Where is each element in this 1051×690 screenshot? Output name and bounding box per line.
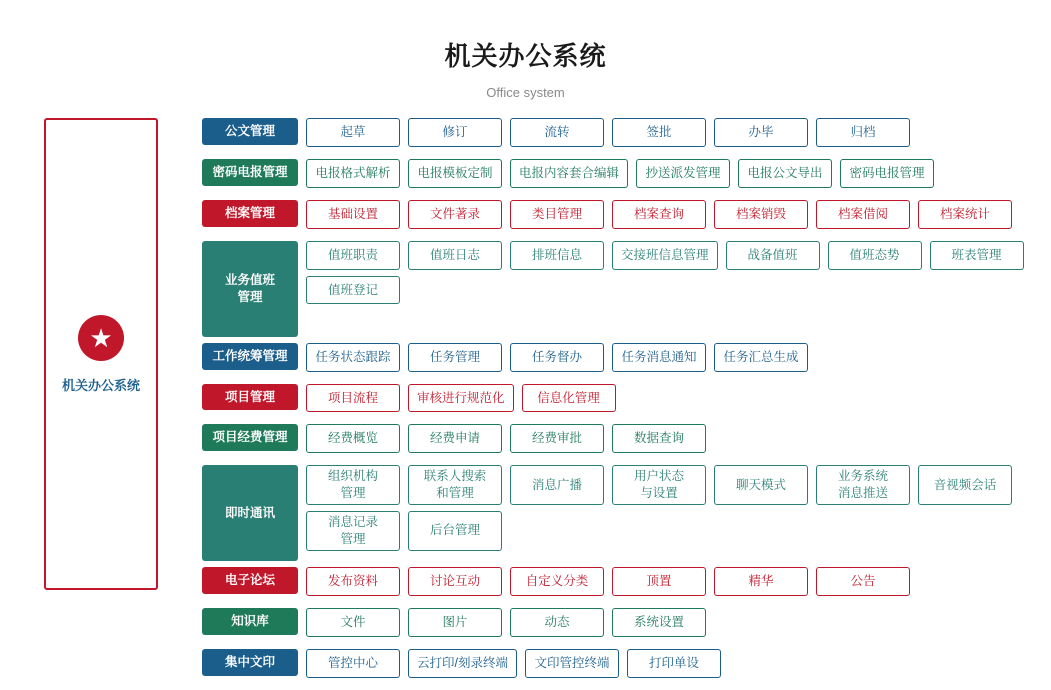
module-item[interactable]: 经费申请 bbox=[408, 424, 502, 453]
module-item[interactable]: 基础设置 bbox=[306, 200, 400, 229]
module-item[interactable]: 电报格式解析 bbox=[306, 159, 400, 188]
item-group bbox=[306, 608, 714, 643]
item-group bbox=[306, 200, 1020, 235]
module-item[interactable]: 讨论互动 bbox=[408, 567, 502, 596]
module-item[interactable]: 经费审批 bbox=[510, 424, 604, 453]
module-item[interactable]: 打印单设 bbox=[627, 649, 721, 678]
category-row bbox=[202, 200, 1051, 235]
module-item[interactable]: 图片 bbox=[408, 608, 502, 637]
category-rows bbox=[202, 118, 1051, 690]
module-item[interactable]: 经费概览 bbox=[306, 424, 400, 453]
module-item[interactable]: 签批 bbox=[612, 118, 706, 147]
item-group bbox=[306, 384, 624, 419]
category-row bbox=[202, 118, 1051, 153]
module-item[interactable]: 档案借阅 bbox=[816, 200, 910, 229]
module-item[interactable]: 发布资料 bbox=[306, 567, 400, 596]
module-item[interactable]: 归档 bbox=[816, 118, 910, 147]
module-item[interactable]: 抄送派发管理 bbox=[636, 159, 730, 188]
module-item[interactable]: 任务状态跟踪 bbox=[306, 343, 400, 372]
module-item[interactable]: 动态 bbox=[510, 608, 604, 637]
module-item[interactable]: 自定义分类 bbox=[510, 567, 604, 596]
module-item[interactable]: 业务系统 消息推送 bbox=[816, 465, 910, 505]
item-group bbox=[306, 343, 816, 378]
item-group bbox=[306, 241, 1051, 311]
module-item[interactable]: 交接班信息管理 bbox=[612, 241, 718, 270]
module-item[interactable]: 审核进行规范化 bbox=[408, 384, 514, 413]
root-node-label: 机关办公系统 bbox=[61, 377, 140, 393]
module-item[interactable]: 任务管理 bbox=[408, 343, 502, 372]
category-row bbox=[202, 424, 1051, 459]
module-item[interactable]: 电报公文导出 bbox=[738, 159, 832, 188]
module-item[interactable]: 值班日志 bbox=[408, 241, 502, 270]
category-label[interactable]: 业务值班 管理 bbox=[202, 241, 298, 337]
module-item[interactable]: 电报模板定制 bbox=[408, 159, 502, 188]
category-label[interactable]: 项目管理 bbox=[202, 384, 298, 411]
page-subtitle: Office system bbox=[486, 85, 565, 100]
module-item[interactable]: 音视频会话 bbox=[918, 465, 1012, 505]
category-row bbox=[202, 649, 1051, 684]
module-item[interactable]: 数据查询 bbox=[612, 424, 706, 453]
module-item[interactable]: 项目流程 bbox=[306, 384, 400, 413]
category-label[interactable]: 项目经费管理 bbox=[202, 424, 298, 451]
module-item[interactable]: 类目管理 bbox=[510, 200, 604, 229]
root-node bbox=[44, 118, 158, 590]
item-group bbox=[306, 465, 1051, 557]
category-label[interactable]: 电子论坛 bbox=[202, 567, 298, 594]
module-item[interactable]: 后台管理 bbox=[408, 511, 502, 551]
module-item[interactable]: 起草 bbox=[306, 118, 400, 147]
module-item[interactable]: 密码电报管理 bbox=[840, 159, 934, 188]
module-item[interactable]: 信息化管理 bbox=[522, 384, 616, 413]
module-item[interactable]: 档案销毁 bbox=[714, 200, 808, 229]
module-item[interactable]: 任务消息通知 bbox=[612, 343, 706, 372]
module-item[interactable]: 公告 bbox=[816, 567, 910, 596]
star-icon: ★ bbox=[78, 315, 124, 361]
module-item[interactable]: 班表管理 bbox=[930, 241, 1024, 270]
module-item[interactable]: 任务督办 bbox=[510, 343, 604, 372]
category-row bbox=[202, 159, 1051, 194]
module-item[interactable]: 修订 bbox=[408, 118, 502, 147]
module-item[interactable]: 值班职责 bbox=[306, 241, 400, 270]
module-item[interactable]: 文件著录 bbox=[408, 200, 502, 229]
module-item[interactable]: 办毕 bbox=[714, 118, 808, 147]
item-group bbox=[306, 424, 714, 459]
category-label[interactable]: 公文管理 bbox=[202, 118, 298, 145]
category-row bbox=[202, 567, 1051, 602]
category-label[interactable]: 档案管理 bbox=[202, 200, 298, 227]
category-row bbox=[202, 241, 1051, 337]
module-item[interactable]: 排班信息 bbox=[510, 241, 604, 270]
module-item[interactable]: 流转 bbox=[510, 118, 604, 147]
module-item[interactable]: 消息广播 bbox=[510, 465, 604, 505]
category-label[interactable]: 密码电报管理 bbox=[202, 159, 298, 186]
module-item[interactable]: 聊天模式 bbox=[714, 465, 808, 505]
item-group bbox=[306, 567, 918, 602]
category-row bbox=[202, 384, 1051, 419]
category-row bbox=[202, 608, 1051, 643]
module-item[interactable]: 档案统计 bbox=[918, 200, 1012, 229]
diagram-header bbox=[0, 0, 1051, 100]
module-item[interactable]: 用户状态 与设置 bbox=[612, 465, 706, 505]
module-item[interactable]: 管控中心 bbox=[306, 649, 400, 678]
item-group bbox=[306, 159, 942, 194]
category-row bbox=[202, 343, 1051, 378]
category-label[interactable]: 工作统筹管理 bbox=[202, 343, 298, 370]
module-item[interactable]: 值班态势 bbox=[828, 241, 922, 270]
module-item[interactable]: 任务汇总生成 bbox=[714, 343, 808, 372]
module-item[interactable]: 战备值班 bbox=[726, 241, 820, 270]
module-item[interactable]: 消息记录 管理 bbox=[306, 511, 400, 551]
category-label[interactable]: 集中文印 bbox=[202, 649, 298, 676]
module-item[interactable]: 值班登记 bbox=[306, 276, 400, 305]
category-row bbox=[202, 465, 1051, 561]
module-item[interactable]: 档案查询 bbox=[612, 200, 706, 229]
item-group bbox=[306, 118, 918, 153]
diagram-body bbox=[0, 100, 1051, 690]
module-item[interactable]: 文件 bbox=[306, 608, 400, 637]
module-item[interactable]: 电报内容套合编辑 bbox=[510, 159, 628, 188]
module-item[interactable]: 顶置 bbox=[612, 567, 706, 596]
category-label[interactable]: 知识库 bbox=[202, 608, 298, 635]
module-item[interactable]: 文印管控终端 bbox=[525, 649, 619, 678]
page-title: 机关办公系统 bbox=[444, 41, 607, 71]
item-group bbox=[306, 649, 729, 684]
category-label[interactable]: 即时通讯 bbox=[202, 465, 298, 561]
module-item[interactable]: 组织机构 管理 bbox=[306, 465, 400, 505]
module-item[interactable]: 精华 bbox=[714, 567, 808, 596]
module-item[interactable]: 系统设置 bbox=[612, 608, 706, 637]
module-item[interactable]: 云打印/刻录终端 bbox=[408, 649, 517, 678]
module-item[interactable]: 联系人搜索 和管理 bbox=[408, 465, 502, 505]
